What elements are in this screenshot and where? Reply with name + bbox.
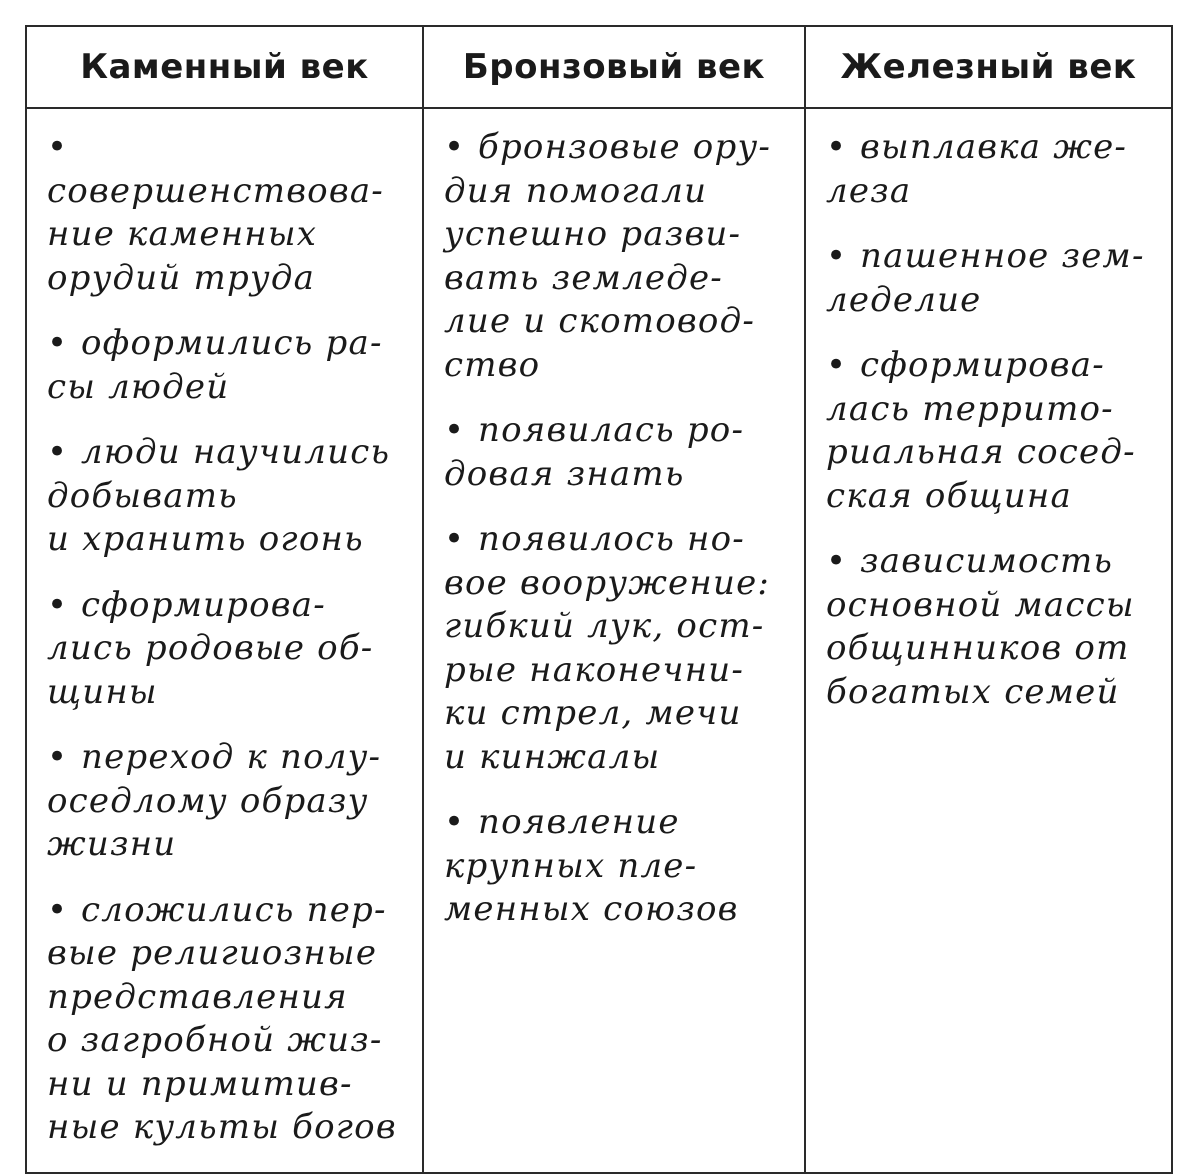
bullet-icon: •	[826, 127, 848, 167]
item-text: появилась ро- довая знать	[444, 410, 745, 494]
list-item	[47, 431, 412, 562]
ages-table	[25, 25, 1173, 1174]
item-text: появление крупных пле- менных союзов	[444, 802, 739, 929]
list-item	[444, 409, 794, 496]
item-text: переход к полу- оседлому образу жизни	[47, 737, 382, 864]
item-text: совершенствова- ние каменных орудий труда	[47, 170, 384, 298]
iron-age-cell	[805, 108, 1172, 1173]
bullet-icon: •	[444, 127, 466, 167]
bullet-icon: •	[444, 802, 466, 842]
stone-age-cell	[26, 108, 423, 1173]
list-item	[47, 584, 412, 715]
bullet-icon: •	[826, 541, 848, 581]
item-text: сформирова- лись родовые об- щины	[47, 584, 374, 712]
bullet-icon: •	[47, 584, 69, 625]
list-item	[47, 736, 412, 867]
header-iron-age: Железный век	[805, 26, 1172, 108]
bullet-icon: •	[47, 432, 69, 472]
bullet-icon: •	[444, 519, 466, 559]
header-bronze-age: Бронзовый век	[423, 26, 805, 108]
iron-age-list	[806, 109, 1171, 714]
item-text: бронзовые ору- дия помогали успешно разви- вать земледе- лие и скотовод- ство	[444, 127, 772, 385]
bullet-icon: •	[826, 345, 848, 385]
item-text: пашенное зем- леделие	[826, 236, 1145, 320]
list-item	[47, 126, 412, 300]
bullet-icon: •	[47, 127, 69, 167]
list-item	[826, 235, 1161, 322]
bullet-icon: •	[47, 889, 69, 930]
list-item	[47, 322, 412, 409]
list-item	[444, 518, 794, 779]
item-text: сформирова- лась террито- риальная сосед- ская община	[826, 345, 1136, 516]
list-item	[444, 801, 794, 932]
list-item	[826, 540, 1161, 714]
bullet-icon: •	[826, 236, 848, 276]
item-text: сложились пер- вые религиозные представления о загробной жиз- ни и примитив- ные культы богов	[47, 889, 397, 1147]
header-row	[26, 26, 1172, 108]
bullet-icon: •	[47, 323, 69, 363]
bronze-age-cell	[423, 108, 805, 1173]
item-text: появилось но- вое вооружение: гибкий лук, ост- рые наконечни- ки стрел, мечи и кинжалы	[444, 519, 771, 777]
bullet-icon: •	[444, 410, 466, 450]
bronze-age-list	[424, 109, 804, 932]
item-text: люди научились добывать и хранить огонь	[47, 432, 391, 559]
list-item	[47, 889, 412, 1150]
header-stone-age: Каменный век	[26, 26, 423, 108]
stone-age-list	[27, 109, 422, 1150]
item-text: зависимость основной массы общинников от богатых семей	[826, 541, 1135, 712]
item-text: оформились ра- сы людей	[47, 323, 383, 407]
list-item	[444, 126, 794, 387]
content-row	[26, 108, 1172, 1173]
item-text: выплавка же- леза	[826, 127, 1128, 211]
list-item	[826, 344, 1161, 518]
bullet-icon: •	[47, 737, 69, 777]
list-item	[826, 126, 1161, 213]
